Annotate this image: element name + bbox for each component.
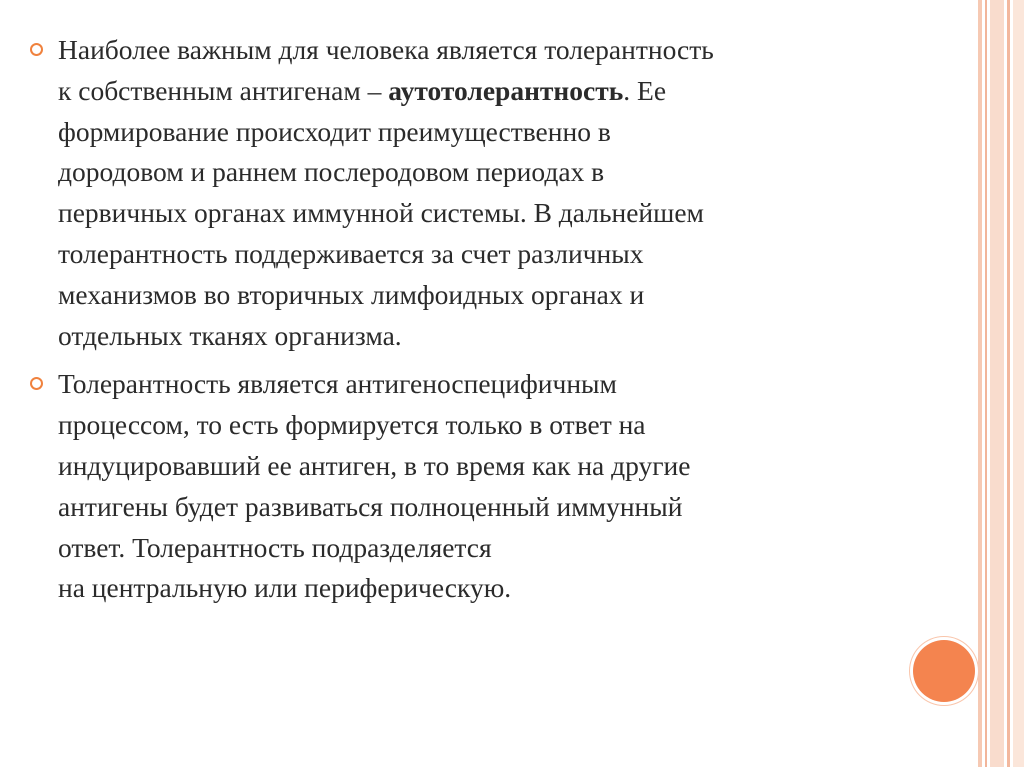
- text-segment: к собственным антигенам –: [58, 74, 389, 106]
- bullet-item-2: [30, 364, 910, 609]
- bold-term: аутотолерантность: [388, 74, 624, 106]
- bullet-item-1: [30, 30, 910, 356]
- text-line: Толерантность является антигеноспецифичным: [58, 368, 617, 400]
- text-line: антигены будет развиваться полноценный иммунный: [58, 490, 683, 522]
- text-line: [58, 71, 910, 112]
- stripe: [1007, 0, 1010, 767]
- text-line: отдельных тканях организма.: [58, 319, 402, 351]
- text-line: первичных органах иммунной системы. В дальнейшем: [58, 197, 704, 229]
- bullet-circle-icon: [30, 377, 43, 390]
- text-line: процессом, то есть формируется только в ответ на: [58, 409, 646, 441]
- stripe: [990, 0, 1004, 767]
- text-line: на центральную или периферическую.: [58, 572, 512, 604]
- decorative-circle-icon: [913, 640, 975, 702]
- stripe: [1013, 0, 1024, 767]
- text-line: индуцировавший ее антиген, в то время как на другие: [58, 449, 691, 481]
- text-line: дородовом и раннем послеродовом периодах в: [58, 156, 605, 188]
- stripe: [978, 0, 982, 767]
- text-line: механизмов во вторичных лимфоидных органах и: [58, 278, 645, 310]
- text-line: формирование происходит преимущественно в: [58, 115, 611, 147]
- text-line: толерантность поддерживается за счет различных: [58, 237, 644, 269]
- stripe: [985, 0, 987, 767]
- text-line: ответ. Толерантность подразделяется: [58, 531, 492, 563]
- decorative-side-stripes: [978, 0, 1024, 767]
- bullet-circle-icon: [30, 43, 43, 56]
- text-line: Наиболее важным для человека является толерантность: [58, 34, 714, 65]
- slide-body: [30, 30, 910, 617]
- text-segment: . Ее: [623, 74, 667, 106]
